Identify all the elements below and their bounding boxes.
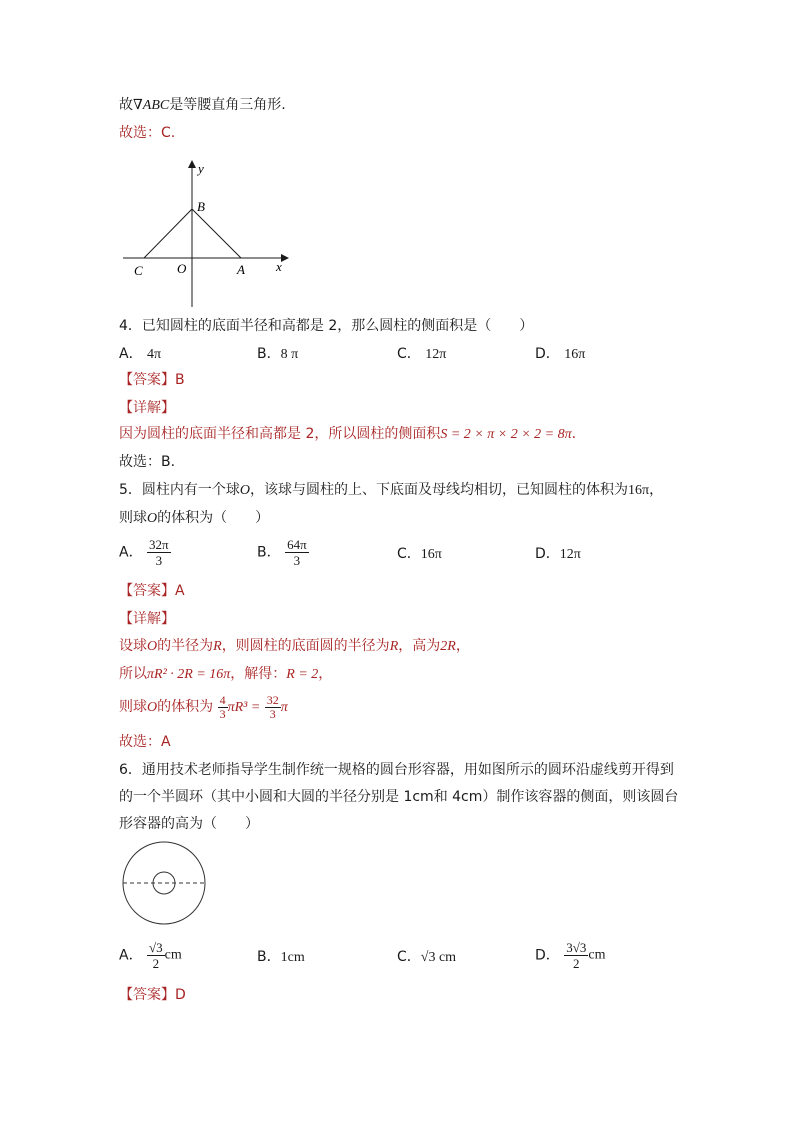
q4-option-b: B．8 π <box>257 346 299 362</box>
segment-cb <box>144 209 192 258</box>
q4-stem: 4．已知圆柱的底面半径和高都是 2，那么圆柱的侧面积是（ ） <box>119 318 534 334</box>
q4-option-a: A． 4π <box>119 346 162 362</box>
q5-option-d: D．12π <box>535 546 581 562</box>
outer-circle <box>123 842 205 924</box>
intro-choose-value: C. <box>161 125 176 141</box>
q5-detail-line-3: 则球O的体积为 $\frac{4}{3}$ πR³ = $\frac{32}{3}$ π <box>119 692 288 721</box>
label-y: y <box>198 161 204 176</box>
q4-detail: 因为圆柱的底面半径和高都是 2，所以圆柱的侧面积S = 2 × π × 2 × 2 = 8π. <box>119 426 577 442</box>
q6-stem-line-1: 6．通用技术老师指导学生制作统一规格的圆台形容器，用如图所示的圆环沿虚线剪开得到 <box>119 762 674 778</box>
q4-detail-formula: S = 2 × π × 2 × 2 = 8π <box>440 427 572 442</box>
q5-answer: 【答案】A <box>119 583 185 599</box>
intro-suffix: 是等腰直角三角形. <box>169 97 286 113</box>
q4-choose: 故选：B. <box>119 454 176 470</box>
q6-stem-line-2: 的一个半圆环（其中小圆和大圆的半径分别是 1cm和 4cm）制作该容器的侧面，则该圆台 <box>119 789 679 805</box>
q4-option-d: D． 16π <box>535 346 586 362</box>
inner-circle <box>153 872 175 894</box>
q5-detail-line-1: 设球O的半径为R，则圆柱的底面圆的半径为R，高为2R， <box>119 638 470 654</box>
label-x: x <box>276 259 282 274</box>
q5-option-c: C．16π <box>397 546 442 562</box>
q5-stem-line-2: 则球O的体积为（ ） <box>119 510 270 526</box>
q5-detail-formula: πR² · 2R = 16π <box>147 667 231 682</box>
intro-line-1 <box>119 95 286 116</box>
q6-answer: 【答案】D <box>119 987 186 1003</box>
label-a: A <box>237 262 245 277</box>
q6-option-a: A． $\frac{√3}{2}$ cm <box>119 940 182 971</box>
triangle-figure <box>118 157 298 309</box>
intro-choose-label: 故选： <box>119 125 161 141</box>
q4-answer: 【答案】B <box>119 372 185 388</box>
q5-detail-line-2: 所以πR² · 2R = 16π，解得：R = 2， <box>119 666 333 682</box>
ring-figure <box>120 840 208 926</box>
segment-ba <box>192 209 241 258</box>
q6-option-d: D． $\frac{3√3}{2}$ cm <box>535 940 606 971</box>
q4-detail-label: 【详解】 <box>119 400 175 416</box>
label-o: O <box>177 261 187 276</box>
intro-line-2 <box>119 123 175 143</box>
q6-option-c: C．√3 cm <box>397 949 457 965</box>
q5-option-b: B． $\frac{64\pi}{3}$ <box>257 537 307 568</box>
q5-choose: 故选：A <box>119 734 171 750</box>
label-b: B <box>197 199 205 214</box>
intro-triangle: ∇ABC <box>133 98 170 113</box>
q5-stem-line-1: 5．圆柱内有一个球O，该球与圆柱的上、下底面及母线均相切，已知圆柱的体积为16π， <box>119 482 664 498</box>
q5-detail-label: 【详解】 <box>119 611 175 627</box>
intro-prefix: 故 <box>119 97 133 113</box>
q5-option-a: A． $\frac{32\pi}{3}$ <box>119 537 169 568</box>
q4-option-c: C． 12π <box>397 346 447 362</box>
label-c: C <box>134 263 143 278</box>
q6-stem-line-3: 形容器的高为（ ） <box>119 816 259 832</box>
q6-option-b: B．1cm <box>257 949 305 965</box>
